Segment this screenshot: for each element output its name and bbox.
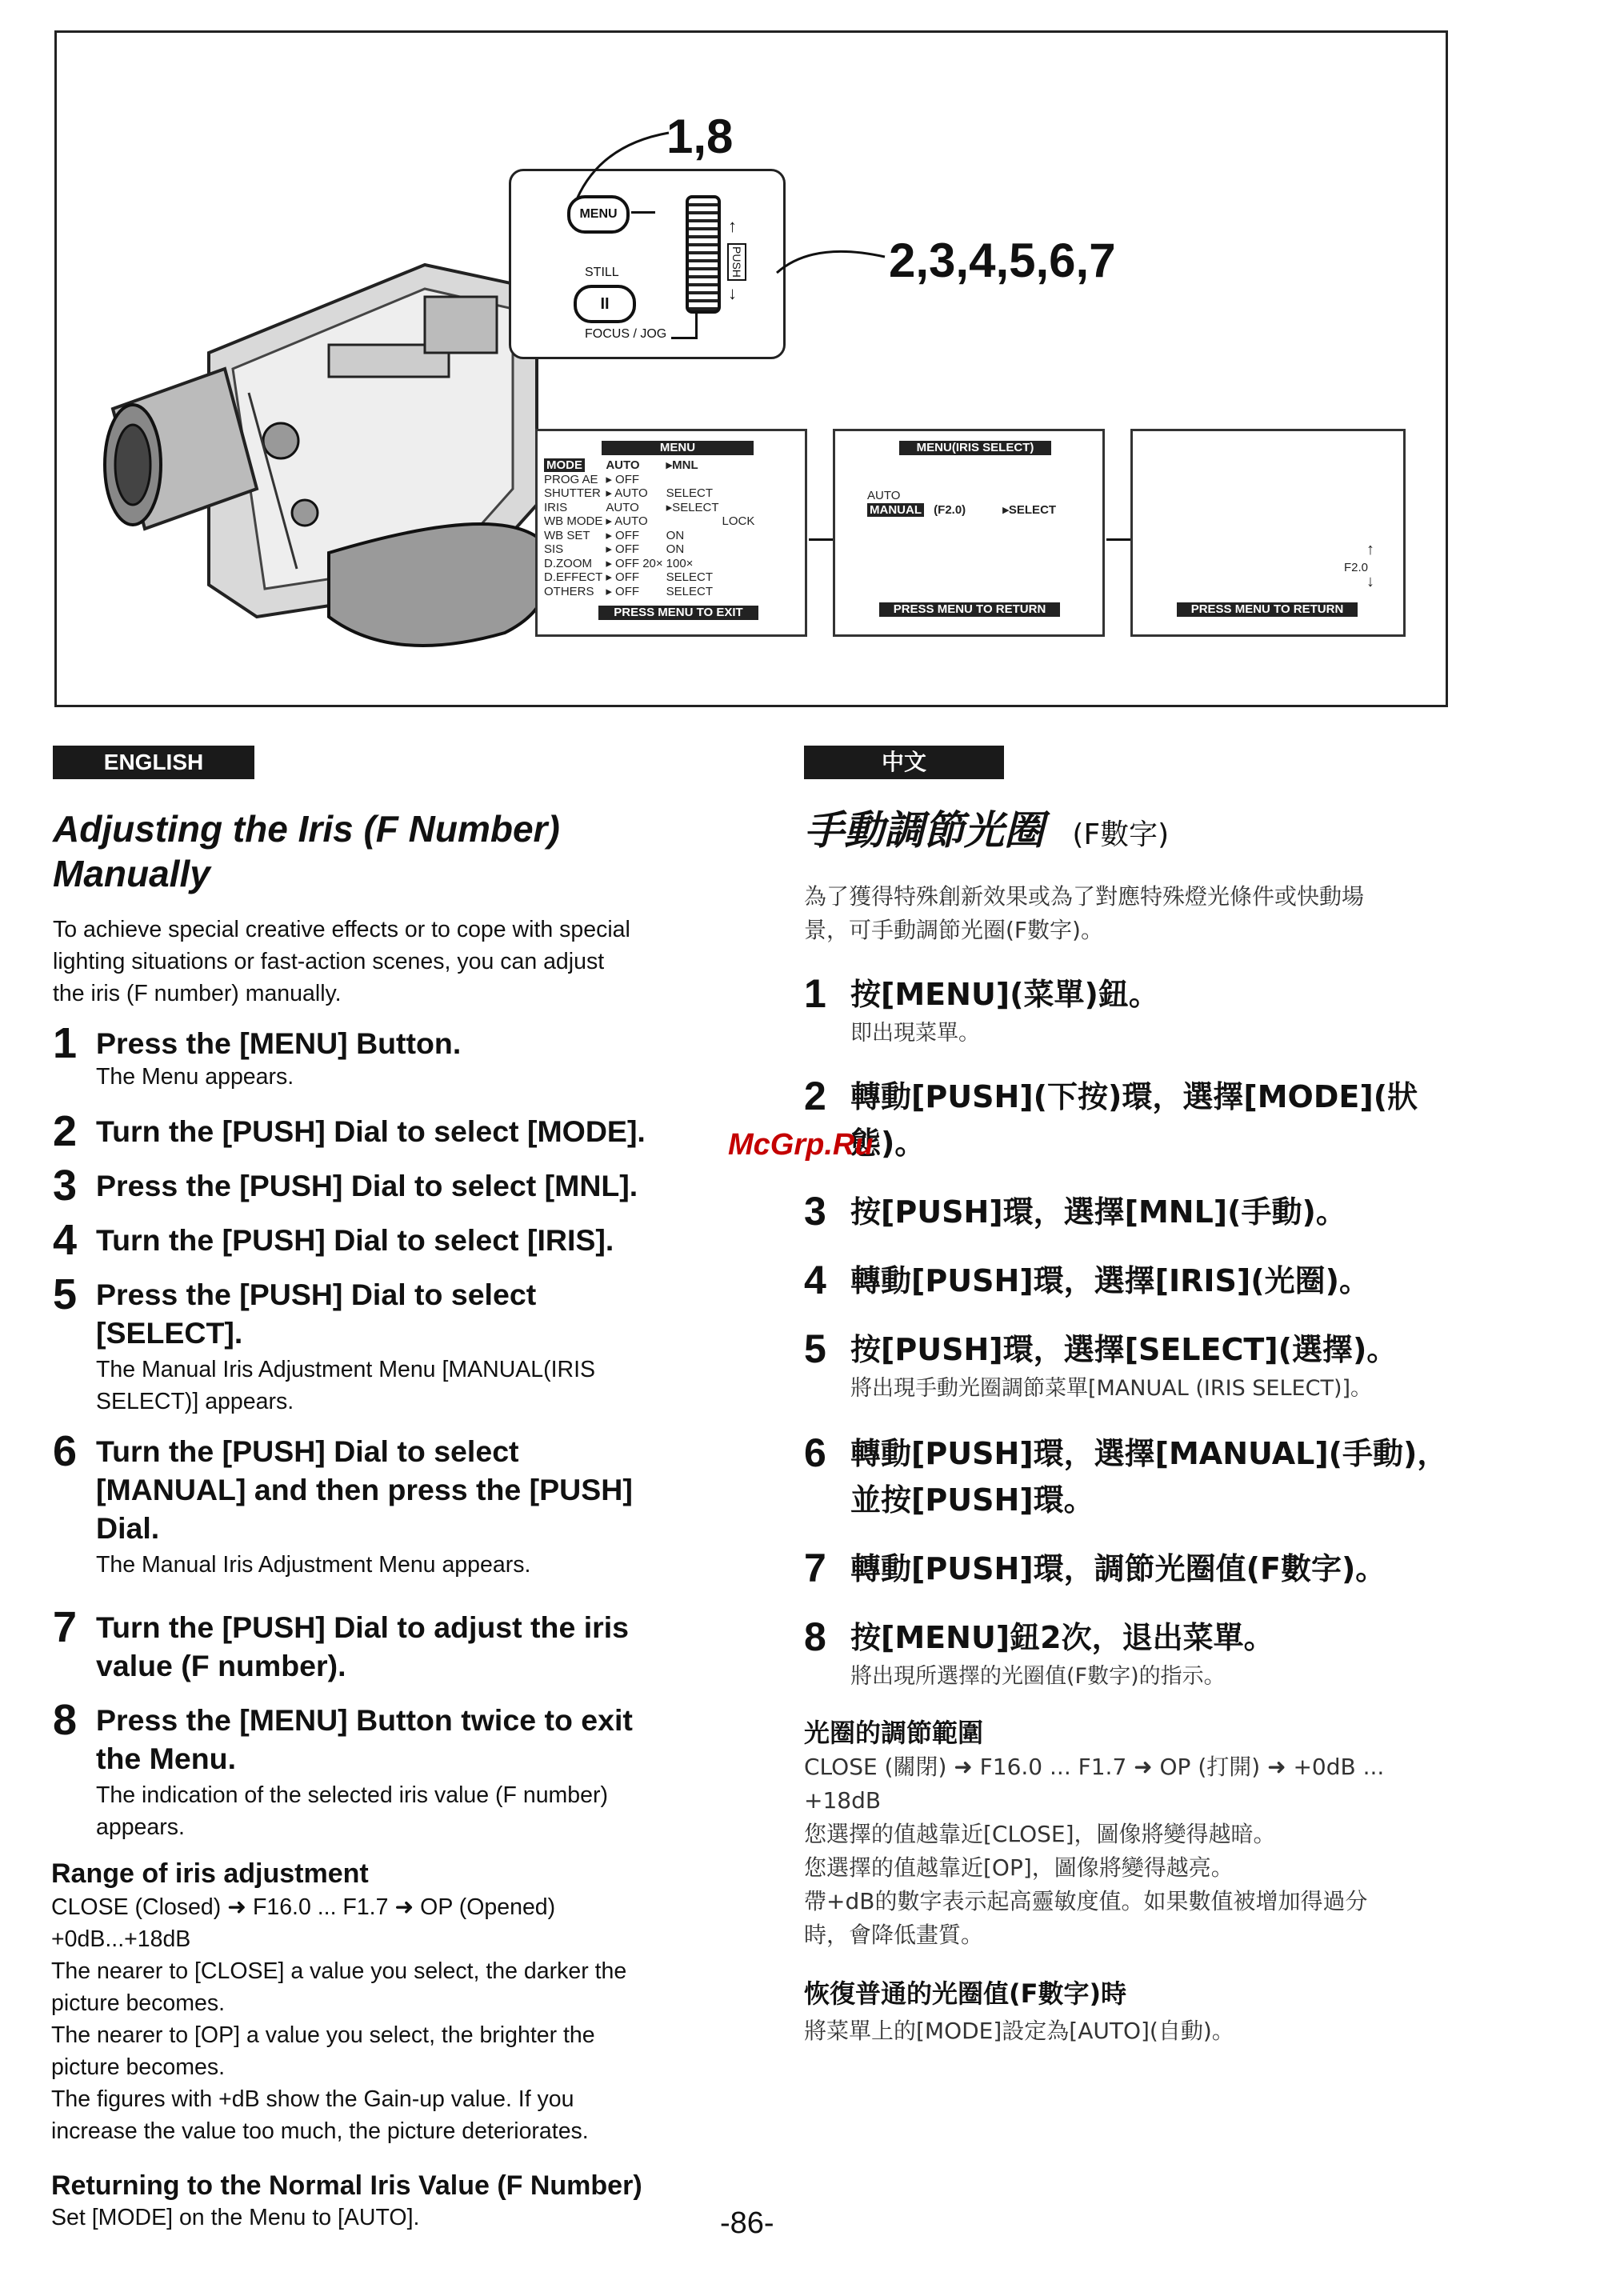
menu-row — [544, 542, 758, 557]
step-text: value (F number). — [96, 1649, 346, 1682]
range-heading-chinese: 光圈的調節範圍 — [804, 1718, 984, 1748]
return-text-english: Set [MODE] on the Menu to [AUTO]. — [51, 2205, 420, 2230]
menu-cell: ▸ OFF — [606, 584, 640, 598]
menu-cell — [722, 542, 758, 557]
iris-up-icon: ↑ — [1366, 541, 1374, 558]
step-text: Turn the [PUSH] Dial to select — [96, 1434, 519, 1468]
menu-cell — [722, 570, 758, 585]
menu-cell: ▸ OFF — [606, 570, 640, 584]
return-heading-english: Returning to the Normal Iris Value (F Number) — [51, 2170, 642, 2201]
menu-cell: IRIS — [544, 500, 568, 514]
step-number: 3 — [53, 1162, 78, 1210]
step-number: 5 — [804, 1326, 826, 1371]
iris-manual-row — [867, 503, 1056, 518]
step-note: The Manual Iris Adjustment Menu appears. — [96, 1552, 531, 1578]
menu-cell: AUTO — [606, 500, 639, 514]
step-text: Press the [PUSH] Dial to select [MNL]. — [96, 1169, 638, 1202]
text-line: CLOSE (關閉) ➜ F16.0 ... F1.7 ➜ OP (打開) ➜ +0dB ... — [804, 1754, 1385, 1780]
step-text: [MANUAL] and then press the [PUSH] — [96, 1473, 633, 1506]
text-line: +0dB...+18dB — [51, 1926, 191, 1952]
menu-cell: ON — [666, 528, 685, 542]
menu-cell: ▸ OFF — [606, 472, 640, 486]
menu-cell: OTHERS — [544, 584, 594, 598]
tab-chinese: 中文 — [804, 746, 1004, 779]
step-text: Turn the [PUSH] Dial to select [IRIS]. — [96, 1223, 614, 1257]
step-number: 3 — [804, 1189, 826, 1234]
step-text: 按[PUSH]環，選擇[MNL](手動)。 — [850, 1194, 1346, 1230]
step-text: 轉動[PUSH]環，選擇[IRIS](光圈)。 — [850, 1263, 1370, 1298]
step-text: 按[MENU]鈕2次，退出菜單。 — [850, 1620, 1274, 1655]
text-line: the iris (F number) manually. — [53, 981, 342, 1006]
iris-select-screen — [833, 429, 1105, 637]
iris-auto-option: AUTO — [867, 489, 901, 502]
illustration-frame — [54, 30, 1448, 707]
step-number: 8 — [804, 1614, 826, 1659]
menu-cell — [722, 557, 758, 571]
range-text-chinese — [804, 1750, 1524, 1952]
callout-menu-steps: 1,8 — [666, 110, 734, 163]
return-heading-chinese: 恢復普通的光圈值(F數字)時 — [804, 1978, 1127, 2009]
iris-value-screen — [1130, 429, 1406, 637]
step-number: 6 — [53, 1427, 78, 1475]
text-line: To achieve special creative effects or to cope with special — [53, 917, 630, 942]
menu-cell — [666, 514, 722, 529]
text-line: picture becomes. — [51, 1990, 226, 2016]
step-number: 5 — [53, 1270, 78, 1318]
step-text: 轉動[PUSH](下按)環，選擇[MODE](狀 — [850, 1079, 1418, 1114]
page-title-english — [53, 806, 757, 896]
step-number: 2 — [53, 1107, 78, 1155]
step-note: The Manual Iris Adjustment Menu [MANUAL(IRIS — [96, 1357, 596, 1382]
menu-cell: AUTO — [606, 458, 640, 472]
title-text: 手動調節光圈 — [804, 807, 1044, 854]
step-text: 並按[PUSH]環。 — [850, 1482, 1094, 1518]
range-text-english — [51, 1891, 755, 2147]
still-label: STILL — [585, 266, 619, 279]
step-note: 即出現菜單。 — [850, 1021, 980, 1046]
menu-cell: PROG AE — [544, 472, 598, 486]
callout-line-menu — [553, 113, 681, 209]
menu-cell: ▸ OFF — [606, 542, 640, 556]
text-line: lighting situations or fast-action scenes, you can adjust — [53, 949, 605, 974]
step-text: Press the [MENU] Button twice to exit — [96, 1703, 633, 1737]
callout-line-dial — [773, 237, 893, 285]
step-text: Dial. — [96, 1511, 160, 1545]
step-number: 6 — [804, 1430, 826, 1475]
menu-cell: SELECT — [666, 486, 714, 500]
menu-screen-title: MENU — [602, 441, 754, 455]
watermark: McGrp.Ru — [728, 1128, 874, 1162]
step-note: 將出現手動光圈調節菜單[MANUAL (IRIS SELECT)]。 — [850, 1376, 1373, 1401]
page-number: -86- — [720, 2206, 774, 2240]
menu-row — [544, 585, 758, 599]
step-note: 將出現所選擇的光圈值(F數字)的指示。 — [850, 1664, 1226, 1689]
text-line: 您選擇的值越靠近[OP]，圖像將變得越亮。 — [804, 1854, 1234, 1881]
menu-cell: SELECT — [666, 584, 714, 598]
text-line: The nearer to [CLOSE] a value you select, the darker the — [51, 1958, 627, 1984]
text-line: The nearer to [OP] a value you select, the brighter the — [51, 2022, 595, 2048]
menu-cell — [666, 473, 722, 487]
page-title-chinese — [804, 806, 1524, 859]
focus-jog-label: FOCUS / JOG — [585, 327, 667, 341]
text-line: picture becomes. — [51, 2054, 226, 2080]
menu-cell — [722, 501, 758, 515]
menu-cell: ON — [666, 542, 685, 556]
step-number: 8 — [53, 1696, 78, 1744]
menu-cell: D.EFFECT — [544, 570, 603, 584]
iris-down-icon: ↓ — [1366, 573, 1374, 590]
menu-cell — [722, 473, 758, 487]
text-line: +18dB — [804, 1787, 882, 1814]
push-dial[interactable] — [686, 195, 721, 314]
step-number: 4 — [53, 1216, 78, 1264]
iris-f-value: F2.0 — [1344, 561, 1369, 574]
step-note: SELECT)] appears. — [96, 1389, 294, 1414]
step-note: The Menu appears. — [96, 1064, 294, 1090]
text-line: 您選擇的值越靠近[CLOSE]，圖像將變得越暗。 — [804, 1821, 1276, 1847]
step-text: [SELECT]. — [96, 1316, 243, 1350]
step-number: 1 — [804, 971, 826, 1016]
menu-cell: ▸ AUTO — [606, 486, 648, 500]
step-number: 1 — [53, 1019, 78, 1067]
title-subtext: (F數字) — [1072, 818, 1170, 851]
menu-cell: WB MODE — [544, 514, 603, 528]
menu-button-label: MENU — [579, 207, 618, 221]
iris-manual-value: (F2.0) — [934, 503, 966, 517]
still-pause-button[interactable] — [574, 285, 636, 323]
menu-cell — [722, 529, 758, 543]
menu-cell: WB SET — [544, 528, 590, 542]
menu-cell — [722, 486, 758, 501]
text-line: 帶+dB的數字表示起高靈敏度值。如果數值被增加得過分 — [804, 1888, 1368, 1914]
menu-row — [544, 570, 758, 585]
step-text: Press the [MENU] Button. — [96, 1026, 462, 1060]
text-line: The figures with +dB show the Gain-up value. If you — [51, 2086, 574, 2112]
step-text: 按[MENU](菜單)鈕。 — [850, 977, 1159, 1012]
menu-row — [544, 557, 758, 571]
menu-row — [544, 486, 758, 501]
title-line: Adjusting the Iris (F Number) — [53, 808, 560, 850]
menu-mode-label: MODE — [544, 458, 585, 472]
callout-dial-steps: 2,3,4,5,6,7 — [889, 234, 1116, 287]
menu-cell: ▸SELECT — [666, 500, 719, 514]
step-text: 轉動[PUSH]環，選擇[MANUAL](手動)， — [850, 1436, 1448, 1471]
menu-cell: ▸ AUTO — [606, 514, 648, 528]
step-text: 態)。 — [850, 1126, 926, 1161]
intro-chinese — [804, 880, 1524, 947]
connector-line — [631, 211, 655, 214]
menu-cell: 100× — [666, 556, 694, 570]
iris-select-action: ▸SELECT — [1002, 503, 1057, 517]
arrow-up-icon: ↑ — [728, 216, 737, 236]
menu-cell: ▸MNL — [666, 458, 698, 472]
text-line: 為了獲得特殊創新效果或為了對應特殊燈光條件或快動場 — [804, 883, 1365, 910]
menu-cell: SHUTTER — [544, 486, 601, 500]
step-text: the Menu. — [96, 1742, 236, 1775]
step-number: 7 — [804, 1546, 826, 1590]
arrow-down-icon: ↓ — [728, 283, 737, 303]
step-text: Press the [PUSH] Dial to select — [96, 1278, 537, 1311]
menu-screen-footer: PRESS MENU TO EXIT — [598, 606, 758, 620]
step-note: The indication of the selected iris value (F number) — [96, 1782, 608, 1808]
iris-manual-label: MANUAL — [867, 503, 924, 517]
step-text: 按[PUSH]環，選擇[SELECT](選擇)。 — [850, 1332, 1398, 1367]
push-label: PUSH — [727, 243, 746, 281]
text-line: 時，會降低畫質。 — [804, 1922, 984, 1948]
range-heading-english: Range of iris adjustment — [51, 1858, 369, 1889]
menu-cell: ▸ OFF — [606, 528, 640, 542]
step-text: Turn the [PUSH] Dial to select [MODE]. — [96, 1114, 646, 1148]
text-line: CLOSE (Closed) ➜ F16.0 ... F1.7 ➜ OP (Opened) — [51, 1894, 556, 1920]
text-line: 景，可手動調節光圈(F數字)。 — [804, 917, 1103, 943]
iris-select-footer: PRESS MENU TO RETURN — [879, 602, 1060, 617]
step-note: appears. — [96, 1814, 185, 1840]
menu-cell: LOCK — [722, 514, 755, 528]
iris-value-footer: PRESS MENU TO RETURN — [1177, 602, 1358, 617]
menu-cell — [722, 585, 758, 599]
intro-english — [53, 914, 757, 1010]
menu-cell: SIS — [544, 542, 564, 556]
step-text: 轉動[PUSH]環，調節光圈值(F數字)。 — [850, 1551, 1386, 1586]
menu-cell: D.ZOOM — [544, 556, 592, 570]
text-line: increase the value too much, the picture deteriorates. — [51, 2118, 589, 2144]
step-number: 4 — [804, 1258, 826, 1302]
pause-symbol: II — [600, 295, 610, 313]
menu-cell: ▸ OFF 20× — [606, 556, 663, 570]
connector-line — [671, 337, 698, 339]
menu-row — [544, 501, 758, 515]
return-text-chinese: 將菜單上的[MODE]設定為[AUTO](自動)。 — [804, 2018, 1234, 2044]
step-number: 2 — [804, 1074, 826, 1118]
menu-table — [544, 458, 758, 598]
step-text: Turn the [PUSH] Dial to adjust the iris — [96, 1610, 630, 1644]
tab-english: ENGLISH — [53, 746, 254, 779]
iris-select-title: MENU(IRIS SELECT) — [899, 441, 1051, 455]
step-number: 7 — [53, 1603, 78, 1651]
menu-row — [544, 529, 758, 543]
menu-screen — [535, 429, 807, 637]
title-line: Manually — [53, 853, 210, 894]
menu-cell: SELECT — [666, 570, 714, 584]
menu-row — [544, 514, 758, 529]
menu-row — [544, 473, 758, 487]
menu-header-row — [544, 458, 758, 473]
